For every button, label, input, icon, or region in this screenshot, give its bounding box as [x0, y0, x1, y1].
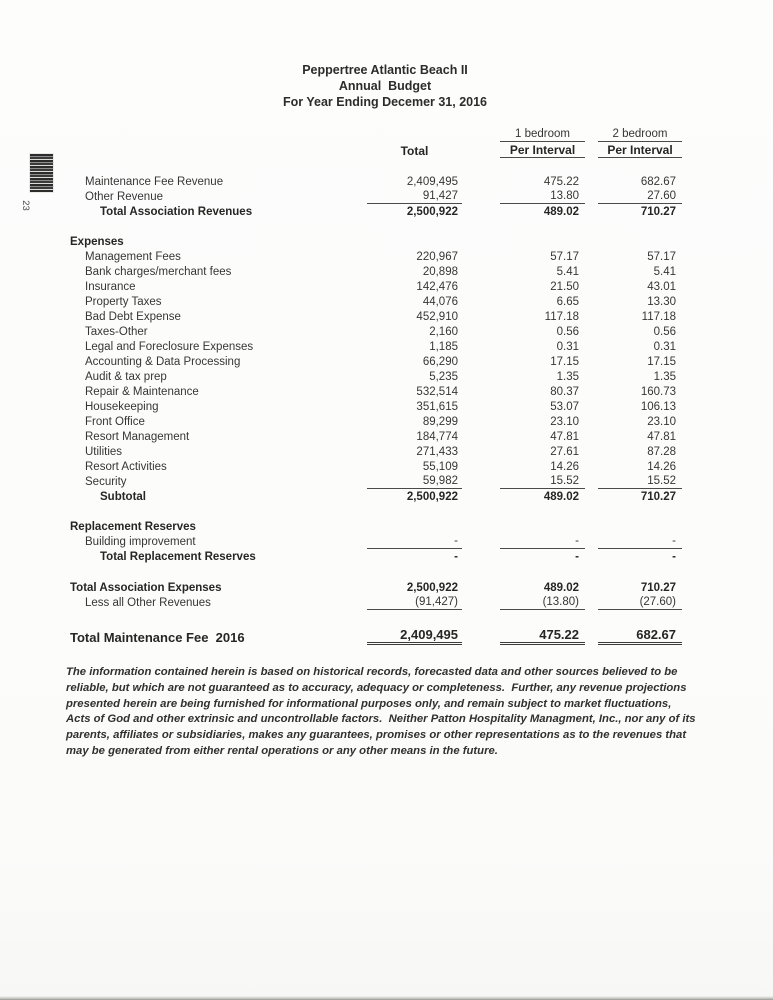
total-value: 452,910: [416, 311, 458, 323]
one-bedroom-value: 6.65: [556, 296, 579, 308]
total-value: 5,235: [429, 371, 458, 383]
table-row: [70, 384, 682, 399]
total-value: 2,500,922: [406, 206, 458, 218]
table-row: [70, 534, 682, 549]
one-bedroom-value: 17.15: [550, 356, 579, 368]
total-value: 184,774: [416, 431, 458, 443]
column-group-header-row: [70, 126, 682, 142]
table-row: [70, 549, 682, 564]
one-bedroom-value: -: [575, 551, 579, 563]
table-row: [70, 294, 682, 309]
two-bedroom-value: 0.31: [653, 341, 676, 353]
two-bedroom-value: 117.18: [641, 311, 676, 323]
row-label: Subtotal: [100, 491, 146, 503]
row-label: Resort Management: [85, 431, 190, 443]
two-bedroom-value: 160.73: [640, 386, 676, 398]
table-row: [70, 354, 682, 369]
one-bedroom-value: 14.26: [550, 461, 579, 473]
one-bedroom-value: 0.56: [556, 326, 579, 338]
two-bedroom-value: 15.52: [598, 474, 682, 489]
total-value: -: [454, 551, 458, 563]
two-bedroom-value: 106.13: [640, 401, 676, 413]
total-value: 220,967: [416, 251, 458, 263]
total-value: 44,076: [422, 296, 458, 308]
two-bedroom-value: 682.67: [640, 176, 676, 188]
table-row: [70, 324, 682, 339]
column-header-total: Total: [400, 144, 429, 158]
one-bedroom-value: 15.52: [500, 474, 585, 489]
one-bedroom-value: 475.22: [543, 176, 579, 188]
two-bedroom-value: 47.81: [647, 431, 676, 443]
two-bedroom-value: 14.26: [647, 461, 676, 473]
table-row: [70, 429, 682, 444]
total-value: 2,160: [429, 326, 458, 338]
table-row: [70, 595, 682, 610]
section-header-row: [70, 519, 682, 534]
title-budget-line: Annual Budget: [338, 79, 432, 93]
margin-page-number: 23: [19, 200, 31, 211]
table-row: [70, 580, 682, 595]
one-bedroom-value: 5.41: [556, 266, 579, 278]
table-row: [70, 204, 682, 219]
two-bedroom-value: 710.27: [640, 206, 676, 218]
column-header-row: [70, 142, 682, 158]
table-row: [70, 414, 682, 429]
one-bedroom-value: -: [500, 534, 585, 549]
header-gap: [70, 158, 682, 174]
total-value: 55,109: [422, 461, 458, 473]
disclaimer-line: presented herein are being furnished for informational purposes only, and remain subject to market fluctuations,: [66, 697, 672, 710]
one-bedroom-value: 0.31: [556, 341, 579, 353]
column-header-per-interval-2: Per Interval: [598, 143, 682, 158]
row-label: Security: [85, 476, 127, 488]
budget-table: [70, 126, 682, 645]
title-property-name: Peppertree Atlantic Beach II: [302, 63, 468, 77]
row-label: Front Office: [85, 416, 145, 428]
one-bedroom-value: 27.61: [550, 446, 579, 458]
table-row: [70, 459, 682, 474]
row-label: Total Maintenance Fee 2016: [70, 631, 245, 645]
one-bedroom-value: 80.37: [550, 386, 579, 398]
two-bedroom-value: 710.27: [640, 582, 676, 594]
row-label: Maintenance Fee Revenue: [85, 176, 224, 188]
table-row: [70, 339, 682, 354]
title-year-line: For Year Ending Decemer 31, 2016: [282, 95, 488, 109]
row-label: Insurance: [85, 281, 136, 293]
scan-bottom-edge: [0, 996, 773, 1000]
two-bedroom-value: 1.35: [653, 371, 676, 383]
total-value: 89,299: [422, 416, 458, 428]
column-header-2bedroom: 2 bedroom: [598, 127, 682, 142]
one-bedroom-value: 53.07: [550, 401, 579, 413]
row-label: Replacement Reserves: [70, 521, 196, 533]
disclaimer-line: The information contained herein is based on historical records, forecasted data and other sources believed to be: [66, 666, 678, 678]
total-value: 2,409,495: [406, 176, 458, 188]
two-bedroom-value: (27.60): [598, 595, 682, 610]
table-row: [70, 309, 682, 324]
table-row: [70, 249, 682, 264]
row-label: Total Association Revenues: [100, 206, 253, 218]
row-label: Bad Debt Expense: [85, 311, 181, 323]
row-label: Bank charges/merchant fees: [85, 266, 232, 278]
row-label: Management Fees: [85, 251, 181, 263]
row-label: Total Replacement Reserves: [100, 551, 256, 563]
one-bedroom-value: 47.81: [550, 431, 579, 443]
disclaimer-line: reliable, but which are not guaranteed as to accuracy, adequacy or completeness. Further, any revenue projections: [66, 681, 687, 694]
two-bedroom-value: -: [598, 534, 682, 549]
row-label: Accounting & Data Processing: [85, 356, 241, 368]
row-label: Resort Activities: [85, 461, 167, 473]
row-label: Other Revenue: [85, 191, 163, 203]
one-bedroom-value: 13.80: [500, 189, 585, 204]
disclaimer-line: parents, affiliates or subsidiaries, makes any guarantees, promises or other representations as to the revenues that: [66, 729, 687, 742]
disclaimer-line: Acts of God and other extrinsic and uncontrollable factors. Neither Patton Hospitality Managment, Inc., nor any of its: [66, 713, 696, 726]
two-bedroom-value: 13.30: [647, 296, 676, 308]
one-bedroom-value: 1.35: [556, 371, 579, 383]
row-label: Expenses: [70, 236, 124, 248]
row-label: Total Association Expenses: [70, 582, 222, 594]
two-bedroom-value: 710.27: [640, 491, 676, 503]
disclaimer-line: may be generated from either rental operations or any other means in the future.: [66, 744, 498, 757]
table-row: [70, 369, 682, 384]
two-bedroom-value: -: [672, 551, 676, 563]
one-bedroom-value: 489.02: [543, 491, 579, 503]
row-label: Repair & Maintenance: [85, 386, 199, 398]
table-row: [70, 279, 682, 294]
table-row: [70, 627, 682, 645]
two-bedroom-value: 0.56: [653, 326, 676, 338]
one-bedroom-value: 57.17: [550, 251, 579, 263]
total-value: 271,433: [416, 446, 458, 458]
total-value: 66,290: [422, 356, 458, 368]
one-bedroom-value: (13.80): [500, 595, 585, 610]
two-bedroom-value: 5.41: [653, 266, 676, 278]
table-row: [70, 189, 682, 204]
total-value: -: [367, 534, 462, 549]
two-bedroom-value: 57.17: [647, 251, 676, 263]
total-value: 59,982: [367, 474, 462, 489]
budget-table-rows: [70, 174, 682, 645]
one-bedroom-value: 21.50: [550, 281, 579, 293]
one-bedroom-value: 117.18: [544, 311, 579, 323]
total-value: 532,514: [416, 386, 458, 398]
one-bedroom-value: 23.10: [550, 416, 579, 428]
two-bedroom-value: 27.60: [598, 189, 682, 204]
table-row: [70, 399, 682, 414]
two-bedroom-value: 17.15: [647, 356, 676, 368]
barcode-icon: [30, 154, 53, 192]
total-value: 91,427: [367, 189, 462, 204]
column-header-per-interval-1: Per Interval: [500, 143, 585, 158]
document-title: [70, 62, 700, 110]
row-label: Utilities: [85, 446, 123, 458]
two-bedroom-value: 43.01: [647, 281, 676, 293]
row-label: Property Taxes: [85, 296, 162, 308]
section-header-row: [70, 234, 682, 249]
column-header-1bedroom: 1 bedroom: [500, 127, 585, 142]
row-label: Less all Other Revenues: [85, 597, 211, 609]
table-row: [70, 264, 682, 279]
total-value: 142,476: [416, 281, 458, 293]
total-value: 2,500,922: [406, 491, 458, 503]
row-label: Building improvement: [85, 536, 196, 548]
two-bedroom-value: 682.67: [598, 628, 682, 645]
total-value: 20,898: [422, 266, 458, 278]
total-value: 1,185: [429, 341, 458, 353]
two-bedroom-value: 87.28: [647, 446, 676, 458]
one-bedroom-value: 489.02: [543, 582, 579, 594]
row-label: Housekeeping: [85, 401, 159, 413]
row-label: Audit & tax prep: [85, 371, 167, 383]
total-value: (91,427): [367, 595, 462, 610]
table-row: [70, 444, 682, 459]
one-bedroom-value: 475.22: [500, 628, 585, 645]
total-value: 2,409,495: [367, 628, 462, 645]
table-row: [70, 489, 682, 504]
disclaimer-paragraph: [66, 665, 718, 760]
two-bedroom-value: 23.10: [647, 416, 676, 428]
total-value: 2,500,922: [406, 582, 458, 594]
row-label: Legal and Foreclosure Expenses: [85, 341, 254, 353]
one-bedroom-value: 489.02: [543, 206, 579, 218]
table-row: [70, 474, 682, 489]
row-label: Taxes-Other: [85, 326, 148, 338]
total-value: 351,615: [416, 401, 458, 413]
table-row: [70, 174, 682, 189]
